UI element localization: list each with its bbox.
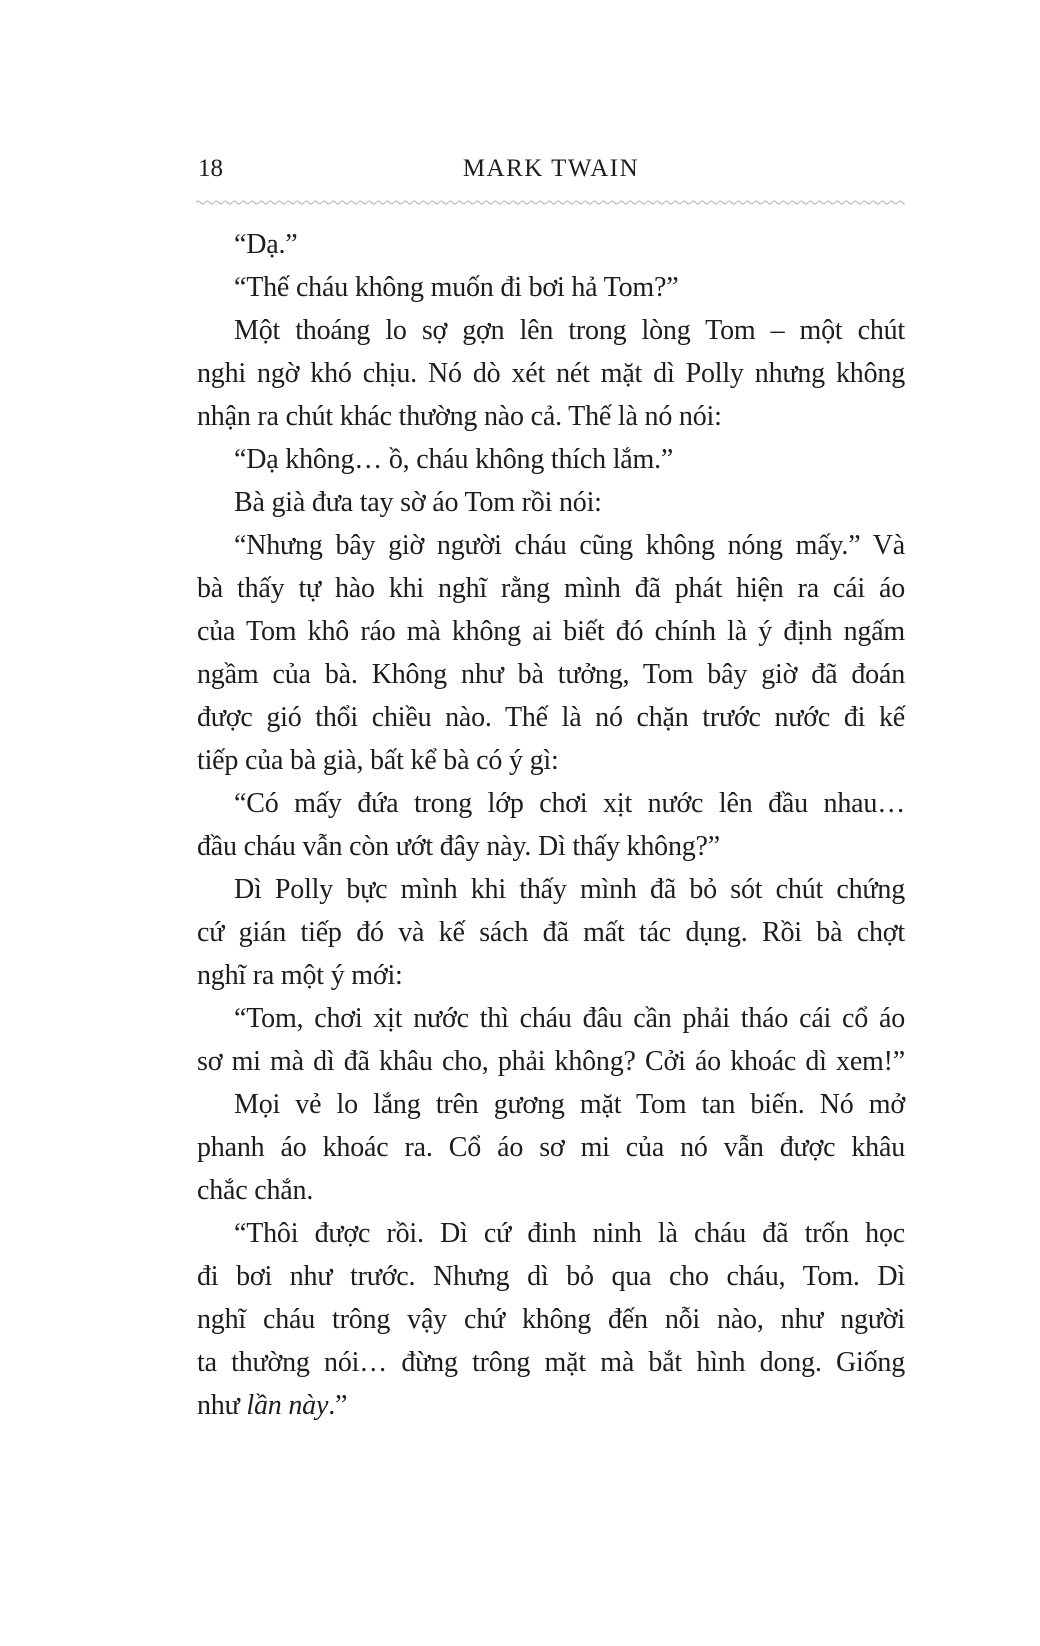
text-line: đi bơi như trước. Nhưng dì bỏ qua cho cháu, Tom. Dì — [197, 1261, 905, 1292]
text-line: ngầm của bà. Không như bà tưởng, Tom bây giờ đã đoán — [197, 659, 905, 690]
text-line: Một thoáng lo sợ gợn lên trong lòng Tom – một chút — [234, 315, 905, 346]
text-line: của Tom khô ráo mà không ai biết đó chính là ý định ngấm — [197, 616, 905, 647]
text-line: “Dạ không… ồ, cháu không thích lắm.” — [234, 444, 674, 475]
text-line: ta thường nói… đừng trông mặt mà bắt hình dong. Giống — [197, 1347, 905, 1378]
text-line: Bà già đưa tay sờ áo Tom rồi nói: — [234, 487, 602, 518]
text-line: Mọi vẻ lo lắng trên gương mặt Tom tan biến. Nó mở — [234, 1089, 905, 1120]
text-line: tiếp của bà già, bất kể bà có ý gì: — [197, 745, 559, 776]
page-number: 18 — [198, 155, 223, 182]
text-line: nghi ngờ khó chịu. Nó dò xét nét mặt dì Polly nhưng không — [197, 358, 905, 389]
text-line: chắc chắn. — [197, 1175, 314, 1206]
text-line: nghĩ ra một ý mới: — [197, 960, 403, 991]
last-line-italic-phrase: lần này — [246, 1390, 329, 1421]
body-text — [197, 223, 905, 1427]
text-line-last — [197, 1384, 905, 1427]
last-line-post: .” — [328, 1390, 348, 1421]
text-line: “Nhưng bây giờ người cháu cũng không nóng mấy.” Và — [234, 530, 905, 561]
text-line: nhận ra chút khác thường nào cả. Thế là nó nói: — [197, 401, 722, 432]
text-line: “Có mấy đứa trong lớp chơi xịt nước lên đầu nhau… — [234, 788, 905, 819]
text-line: sơ mi mà dì đã khâu cho, phải không? Cởi áo khoác dì xem!” — [197, 1046, 905, 1077]
text-line: Dì Polly bực mình khi thấy mình đã bỏ sót chút chứng — [234, 874, 905, 905]
wave-pattern-fill — [196, 198, 905, 207]
text-line: “Thôi được rồi. Dì cứ đinh ninh là cháu đã trốn học — [234, 1218, 905, 1249]
text-line: bà thấy tự hào khi nghĩ rằng mình đã phát hiện ra cái áo — [197, 573, 905, 604]
text-line: “Tom, chơi xịt nước thì cháu đâu cần phải tháo cái cổ áo — [234, 1003, 905, 1034]
text-line: “Dạ.” — [234, 229, 298, 260]
text-line: đầu cháu vẫn còn ướt đây này. Dì thấy không?” — [197, 831, 721, 862]
last-line-pre: như — [197, 1390, 247, 1421]
text-line: nghĩ cháu trông vậy chứ không đến nỗi nào, như người — [197, 1304, 905, 1335]
text-line: phanh áo khoác ra. Cổ áo sơ mi của nó vẫn được khâu — [197, 1132, 905, 1163]
text-line: cứ gián tiếp đó và kế sách đã mất tác dụng. Rồi bà chợt — [197, 917, 905, 948]
running-header-title: MARK TWAIN — [462, 155, 640, 182]
text-line: được gió thổi chiều nào. Thế là nó chặn trước nước đi kế — [197, 702, 905, 733]
wavy-divider — [196, 198, 905, 207]
page-header — [197, 152, 905, 186]
text-line: “Thế cháu không muốn đi bơi hả Tom?” — [234, 272, 679, 303]
